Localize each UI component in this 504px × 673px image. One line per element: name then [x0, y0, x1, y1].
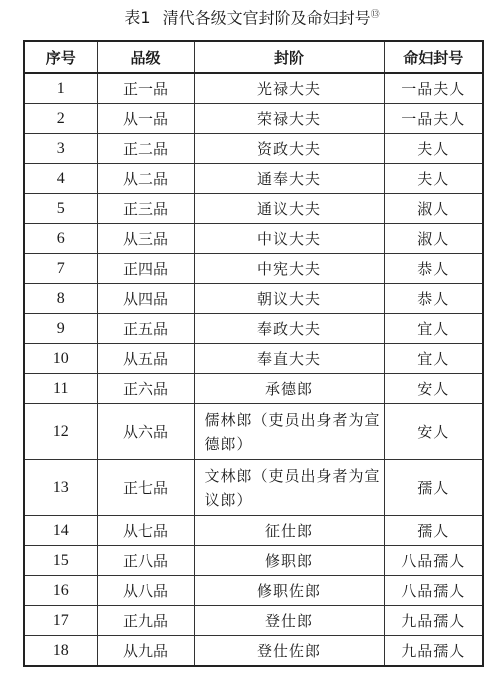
header-rank: 品级: [97, 41, 194, 73]
cell-title: 承德郎: [194, 374, 384, 404]
table-row: [24, 224, 483, 254]
rank-table: [23, 40, 484, 667]
cell-title: 奉政大夫: [194, 314, 384, 344]
table-row: [24, 460, 483, 516]
cell-rank: 从九品: [97, 636, 194, 667]
cell-rank: 从三品: [97, 224, 194, 254]
cell-title: 奉直大夫: [194, 344, 384, 374]
cell-title: 文林郎（吏员出身者为宣议郎）: [194, 460, 384, 516]
cell-title: 资政大夫: [194, 134, 384, 164]
cell-wife-title: 一品夫人: [384, 104, 483, 134]
cell-wife-title: 八品孺人: [384, 576, 483, 606]
cell-number: 12: [24, 404, 97, 460]
cell-number: 5: [24, 194, 97, 224]
cell-rank: 正九品: [97, 606, 194, 636]
cell-title: 登仕郎: [194, 606, 384, 636]
cell-number: 9: [24, 314, 97, 344]
header-no: 序号: [24, 41, 97, 73]
cell-wife-title: 安人: [384, 374, 483, 404]
cell-wife-title: 孺人: [384, 516, 483, 546]
table-row: [24, 404, 483, 460]
cell-wife-title: 夫人: [384, 164, 483, 194]
table-row: [24, 284, 483, 314]
table-title: 清代各级文官封阶及命妇封号: [162, 8, 371, 28]
table-row: [24, 73, 483, 104]
cell-title: 修职郎: [194, 546, 384, 576]
table-row: [24, 606, 483, 636]
table-row: [24, 546, 483, 576]
cell-title: 荣禄大夫: [194, 104, 384, 134]
table-row: [24, 314, 483, 344]
cell-number: 1: [24, 73, 97, 104]
cell-rank: 从四品: [97, 284, 194, 314]
cell-wife-title: 宜人: [384, 314, 483, 344]
table-row: [24, 374, 483, 404]
cell-number: 13: [24, 460, 97, 516]
cell-wife-title: 八品孺人: [384, 546, 483, 576]
cell-rank: 从八品: [97, 576, 194, 606]
cell-title: 中议大夫: [194, 224, 384, 254]
table-row: [24, 254, 483, 284]
cell-wife-title: 孺人: [384, 460, 483, 516]
cell-title: 登仕佐郎: [194, 636, 384, 667]
cell-rank: 正三品: [97, 194, 194, 224]
cell-title: 中宪大夫: [194, 254, 384, 284]
table-number: 表1: [124, 8, 151, 28]
cell-wife-title: 淑人: [384, 194, 483, 224]
cell-wife-title: 一品夫人: [384, 73, 483, 104]
table-row: [24, 104, 483, 134]
cell-wife-title: 宜人: [384, 344, 483, 374]
cell-wife-title: 恭人: [384, 254, 483, 284]
cell-title: 儒林郎（吏员出身者为宣德郎）: [194, 404, 384, 460]
cell-number: 17: [24, 606, 97, 636]
cell-wife-title: 九品孺人: [384, 636, 483, 667]
cell-number: 2: [24, 104, 97, 134]
cell-title: 朝议大夫: [194, 284, 384, 314]
cell-rank: 正一品: [97, 73, 194, 104]
cell-number: 8: [24, 284, 97, 314]
cell-title: 修职佐郎: [194, 576, 384, 606]
cell-rank: 正五品: [97, 314, 194, 344]
cell-wife-title: 夫人: [384, 134, 483, 164]
cell-wife-title: 恭人: [384, 284, 483, 314]
table-caption: [0, 4, 504, 29]
table-row: [24, 134, 483, 164]
cell-number: 14: [24, 516, 97, 546]
table-row: [24, 344, 483, 374]
cell-rank: 从一品: [97, 104, 194, 134]
cell-rank: 正八品: [97, 546, 194, 576]
cell-title: 通议大夫: [194, 194, 384, 224]
cell-title: 通奉大夫: [194, 164, 384, 194]
cell-wife-title: 安人: [384, 404, 483, 460]
cell-number: 10: [24, 344, 97, 374]
header-row: [24, 41, 483, 73]
cell-number: 11: [24, 374, 97, 404]
cell-rank: 从二品: [97, 164, 194, 194]
cell-rank: 从六品: [97, 404, 194, 460]
cell-number: 3: [24, 134, 97, 164]
table-row: [24, 164, 483, 194]
cell-rank: 正二品: [97, 134, 194, 164]
cell-number: 6: [24, 224, 97, 254]
footnote-mark: ⑬: [370, 10, 380, 20]
cell-wife-title: 淑人: [384, 224, 483, 254]
table-row: [24, 636, 483, 667]
header-wife-title: 命妇封号: [384, 41, 483, 73]
table-row: [24, 516, 483, 546]
cell-rank: 正四品: [97, 254, 194, 284]
cell-number: 16: [24, 576, 97, 606]
cell-rank: 正六品: [97, 374, 194, 404]
cell-rank: 从七品: [97, 516, 194, 546]
table-row: [24, 576, 483, 606]
cell-number: 4: [24, 164, 97, 194]
table-row: [24, 194, 483, 224]
cell-rank: 从五品: [97, 344, 194, 374]
cell-rank: 正七品: [97, 460, 194, 516]
cell-number: 7: [24, 254, 97, 284]
cell-title: 征仕郎: [194, 516, 384, 546]
cell-title: 光禄大夫: [194, 73, 384, 104]
cell-number: 18: [24, 636, 97, 667]
header-title: 封阶: [194, 41, 384, 73]
cell-number: 15: [24, 546, 97, 576]
cell-wife-title: 九品孺人: [384, 606, 483, 636]
